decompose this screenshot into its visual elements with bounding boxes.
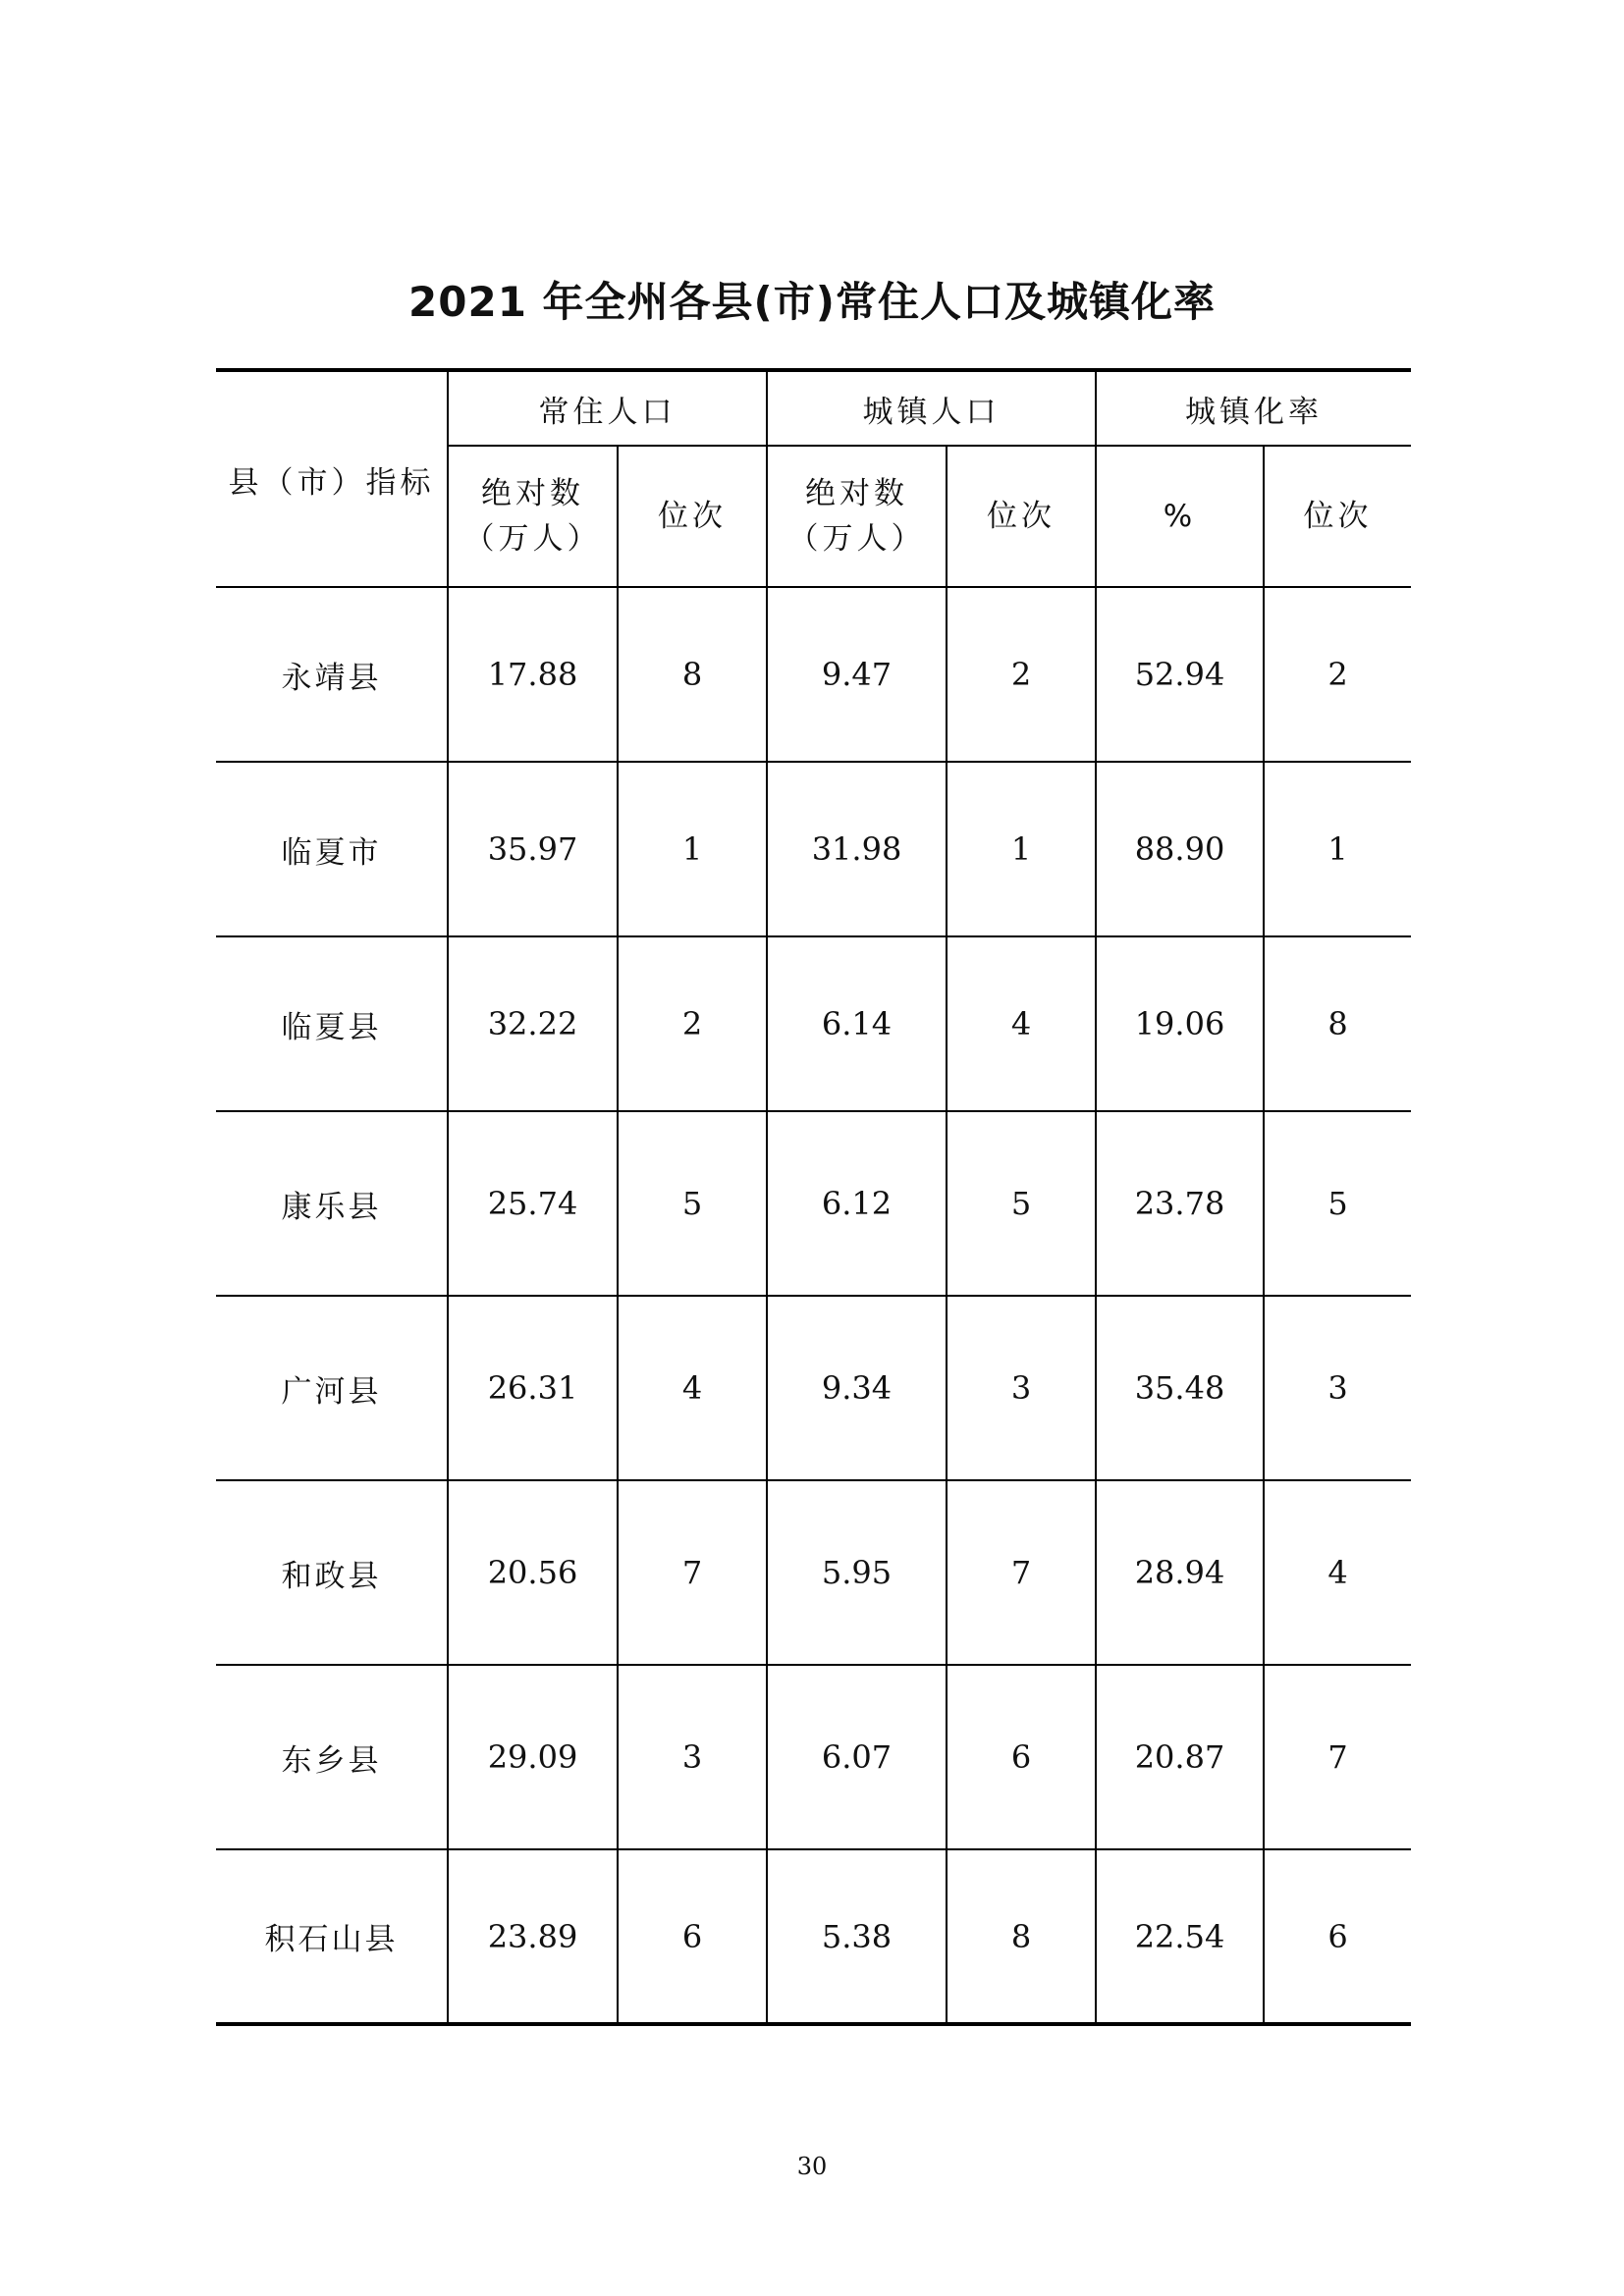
table-row	[216, 1849, 1411, 2024]
urbanization-rate-rank: 5	[1264, 1111, 1411, 1296]
county-name: 临夏市	[216, 762, 448, 936]
urban-population-value: 5.38	[767, 1849, 947, 2024]
urban-population-value: 6.07	[767, 1665, 947, 1849]
document-title: 2021 年全州各县(市)常住人口及城镇化率	[408, 278, 1216, 326]
population-rank: 6	[618, 1849, 767, 2024]
population-value: 17.88	[448, 587, 618, 762]
urbanization-rate-value: 28.94	[1096, 1480, 1264, 1665]
urbanization-rate-rank: 4	[1264, 1480, 1411, 1665]
urban-population-rank: 7	[947, 1480, 1096, 1665]
population-value: 35.97	[448, 762, 618, 936]
urban-population-rank: 5	[947, 1111, 1096, 1296]
subheader-urban-absolute	[767, 446, 947, 587]
population-value: 25.74	[448, 1111, 618, 1296]
urban-population-value: 31.98	[767, 762, 947, 936]
group-header-urban-population: 城镇人口	[767, 370, 1096, 446]
urbanization-rate-rank: 2	[1264, 587, 1411, 762]
urban-population-rank: 8	[947, 1849, 1096, 2024]
subheader-abs-line1: 绝对数	[805, 476, 908, 511]
population-rank: 4	[618, 1296, 767, 1480]
urbanization-rate-rank: 8	[1264, 936, 1411, 1111]
row-header: 县（市）指标	[216, 370, 448, 587]
population-table	[216, 368, 1411, 2026]
population-rank: 2	[618, 936, 767, 1111]
urban-population-value: 6.12	[767, 1111, 947, 1296]
table-row	[216, 587, 1411, 762]
urbanization-rate-rank: 6	[1327, 1917, 1348, 1955]
urban-population-rank: 2	[947, 587, 1096, 762]
population-value: 23.89	[448, 1849, 618, 2024]
urban-population-rank: 4	[947, 936, 1096, 1111]
population-rank: 7	[618, 1480, 767, 1665]
urban-population-rank: 1	[947, 762, 1096, 936]
county-name: 和政县	[216, 1480, 448, 1665]
urbanization-rate-value: 23.78	[1096, 1111, 1264, 1296]
population-rank: 5	[618, 1111, 767, 1296]
table-row	[216, 1480, 1411, 1665]
population-rank: 8	[618, 587, 767, 762]
table-row	[216, 1665, 1411, 1849]
urbanization-rate-value: 88.90	[1096, 762, 1264, 936]
population-value: 32.22	[448, 936, 618, 1111]
urbanization-rate-value: 35.48	[1096, 1296, 1264, 1480]
urban-population-value: 6.14	[767, 936, 947, 1111]
urbanization-rate-value: 20.87	[1096, 1665, 1264, 1849]
subheader-pop-absolute	[448, 446, 618, 587]
subheader-rate-rank: 位次	[1264, 446, 1411, 587]
county-name: 临夏县	[216, 936, 448, 1111]
urbanization-rate-value: 19.06	[1096, 936, 1264, 1111]
urban-population-value: 9.47	[767, 587, 947, 762]
group-header-resident-population: 常住人口	[448, 370, 767, 446]
urbanization-rate-rank: 3	[1264, 1296, 1411, 1480]
subheader-urban-rank: 位次	[947, 446, 1096, 587]
urban-population-value: 5.95	[767, 1480, 947, 1665]
table-row	[216, 1111, 1411, 1296]
urbanization-rate-value: 22.54	[1096, 1849, 1264, 2024]
population-value: 20.56	[448, 1480, 618, 1665]
group-header-urbanization-rate: 城镇化率	[1096, 370, 1411, 446]
county-name: 积石山县	[216, 1849, 448, 2024]
subheader-abs-line2: （万人）	[463, 521, 602, 557]
subheader-abs-line1: 绝对数	[481, 476, 584, 511]
population-value: 29.09	[448, 1665, 618, 1849]
subheader-abs-line2: （万人）	[787, 521, 926, 557]
page-number: 30	[796, 2153, 828, 2180]
table-row	[216, 936, 1411, 1111]
county-name: 广河县	[216, 1296, 448, 1480]
county-name: 东乡县	[216, 1665, 448, 1849]
population-rank: 3	[618, 1665, 767, 1849]
county-name: 永靖县	[216, 587, 448, 762]
urbanization-rate-rank: 7	[1264, 1665, 1411, 1849]
table-row	[216, 762, 1411, 936]
subheader-rate-percent: %	[1096, 446, 1264, 587]
urbanization-rate-value: 52.94	[1096, 587, 1264, 762]
urban-population-value: 9.34	[767, 1296, 947, 1480]
urban-population-rank: 6	[947, 1665, 1096, 1849]
urban-population-rank: 3	[947, 1296, 1096, 1480]
population-value: 26.31	[448, 1296, 618, 1480]
county-name: 康乐县	[216, 1111, 448, 1296]
table-row	[216, 1296, 1411, 1480]
urbanization-rate-rank: 1	[1264, 762, 1411, 936]
subheader-pop-rank: 位次	[618, 446, 767, 587]
population-rank: 1	[618, 762, 767, 936]
